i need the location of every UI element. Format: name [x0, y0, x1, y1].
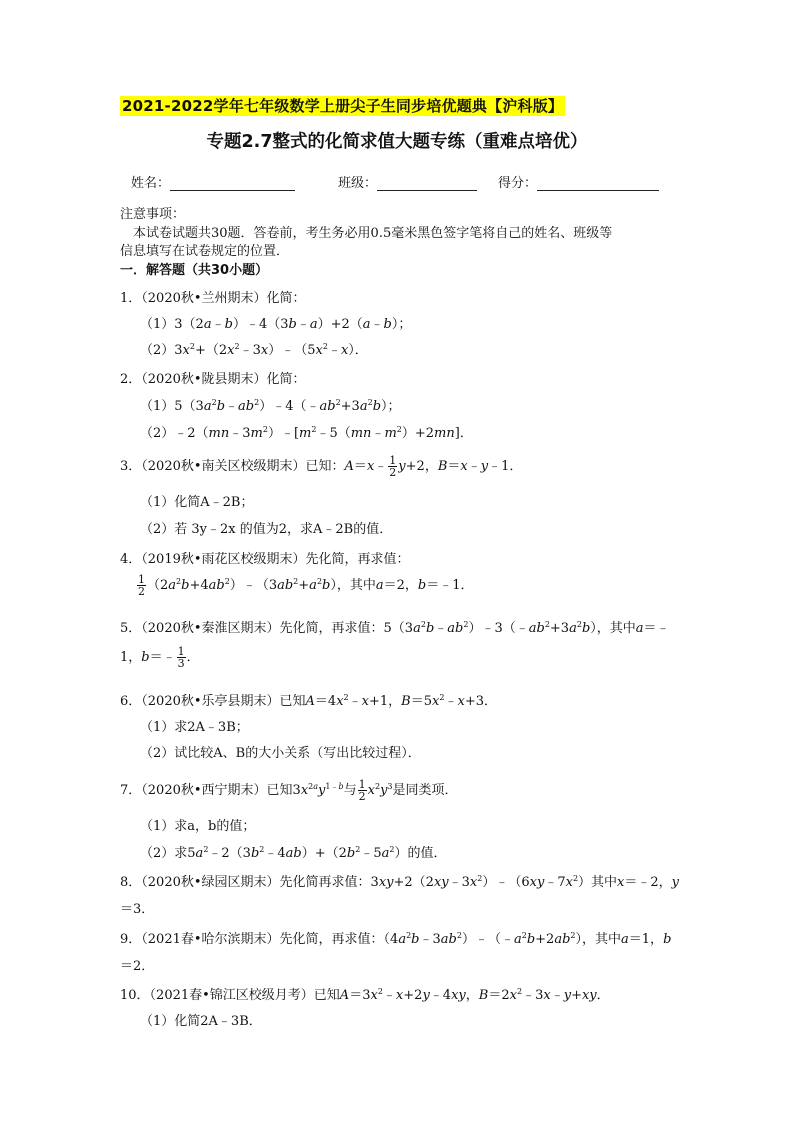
series-banner: 2021-2022学年七年级数学上册尖子生同步培优题典【沪科版】: [122, 97, 564, 115]
question-7-part-2: （2）求$5a^2﹣2(3b^2﹣4ab)+(2b^2﹣5a^2)$的值．: [140, 845, 447, 861]
notes-heading: 注意事项：: [120, 207, 186, 222]
question-10: 10．（2021春•锦江区校级月考）已知$A=3x^2﹣x+2y﹣4xy$，$B=2x^2﹣3x﹣y+xy$．: [120, 987, 610, 1003]
section-heading: 一．解答题（共30小题）: [120, 263, 269, 278]
fraction-one-half: $\frac{1}{2}$: [358, 778, 366, 803]
question-5-stem: 5．（2020秋•秦淮区期末）先化简，再求值：: [120, 621, 384, 636]
question-6-stem: 6．（2020秋•乐亭县期末）已知: [120, 694, 306, 709]
question-3: 3．（2020秋•南关区校级期末）已知：A＝x﹣ $\frac{1}{2}$ y+2，B＝x﹣y﹣1．: [120, 454, 523, 479]
class-label: 班级：: [338, 176, 378, 191]
name-label: 姓名：: [131, 176, 171, 191]
question-10-part-1: （1）化简2A﹣3B．: [140, 1014, 262, 1029]
question-5: 5．（2020秋•秦淮区期末）先化简，再求值：$5(3a^2b﹣ab^2)﹣3(﹣ab^2+3a^2b)$，其中a＝﹣: [120, 620, 670, 636]
question-4-expression: $\frac{1}{2}$ $(2a^2b+4ab^2)﹣(3ab^2+a^2b)$，其中a＝2，b＝﹣1．: [138, 573, 474, 598]
class-blank[interactable]: [377, 178, 477, 191]
question-9-cont: ＝2．: [120, 959, 155, 974]
score-blank[interactable]: [537, 178, 659, 191]
class-field[interactable]: [338, 172, 477, 191]
question-1-part-1: （1）3（2a﹣b）﹣4（3b﹣a）+2（a﹣b）；: [140, 317, 412, 332]
question-6: 6．（2020秋•乐亭县期末）已知$A=4x^2﹣x+1$，$B=5x^2﹣x+3$．: [120, 693, 497, 709]
name-blank[interactable]: [170, 178, 295, 191]
question-2-part-2: $(2)﹣2(mn﹣3m^2)﹣[m^2﹣5(mn﹣m^2)+2mn]$．: [140, 425, 473, 441]
question-7-stem: 7．（2020秋•西宁期末）已知: [120, 783, 293, 798]
question-9-stem: 9．（2021春•哈尔滨期末）先化简，再求值：: [120, 932, 384, 947]
question-1-stem: 1．（2020秋•兰州期末）化简：: [120, 291, 306, 306]
score-field[interactable]: [498, 172, 659, 191]
fraction-one-half: $\frac{1}{2}$: [389, 454, 397, 479]
notes-line-1: 本试卷试题共30题．答卷前，考生务必用0.5毫米黑色签字笔将自己的姓名、班级等: [133, 226, 613, 241]
question-1-part-2: $(2)3x^2+(2x^2﹣3x)﹣(5x^2﹣x)$．: [140, 342, 368, 358]
page-title: 专题2.7整式的化简求值大题专练（重难点培优）: [206, 132, 588, 152]
question-7-part-1: （1）求a，b的值；: [140, 819, 256, 834]
score-label: 得分：: [498, 176, 538, 191]
question-6-part-2: （2）试比较A、B的大小关系（写出比较过程）．: [140, 746, 421, 761]
question-7: 7．（2020秋•西宁期末）已知$3x^{2a}y^{1﹣b}$与 $\frac{1}{2}$ $x^2y^3$是同类项．: [120, 778, 458, 803]
question-6-part-1: （1）求2A﹣3B；: [140, 720, 249, 735]
fraction-one-half: $\frac{1}{2}$: [138, 573, 145, 598]
question-8-cont: ＝3．: [120, 902, 155, 917]
question-4-stem: 4．（2019秋•雨花区校级期末）先化简，再求值：: [120, 552, 410, 567]
notes-line-2: 信息填写在试卷规定的位置．: [120, 244, 290, 259]
question-3-stem: 3．（2020秋•南关区校级期末）已知：: [120, 459, 345, 474]
question-3-part-1: （1）化简A﹣2B；: [140, 495, 254, 510]
question-8-stem: 8．（2020秋•绿园区期末）先化简再求值：: [120, 875, 371, 890]
question-3-part-2: （2）若 3y﹣2x 的值为2，求A﹣2B的值．: [140, 522, 393, 537]
question-10-stem: 10．（2021春•锦江区校级月考）已知: [120, 988, 340, 1003]
fraction-one-third: $\frac{1}{3}$: [177, 645, 185, 670]
question-5-cont: 1，b＝﹣ $\frac{1}{3}$ ．: [120, 645, 200, 670]
question-2-part-1: $(1)5(3a^2b﹣ab^2)﹣4(﹣ab^2+3a^2b)$；: [140, 398, 401, 414]
question-9: 9．（2021春•哈尔滨期末）先化简，再求值：$(4a^2b﹣3ab^2)﹣(﹣a^2b+2ab^2)$，其中a＝1，b: [120, 931, 672, 947]
question-8: 8．（2020秋•绿园区期末）先化简再求值：$3xy+2(2xy﹣3x^2)﹣(6xy﹣7x^2)$其中x＝﹣2，y: [120, 874, 680, 890]
name-field[interactable]: [131, 172, 295, 191]
question-2-stem: 2．（2020秋•陇县期末）化简：: [120, 372, 306, 387]
